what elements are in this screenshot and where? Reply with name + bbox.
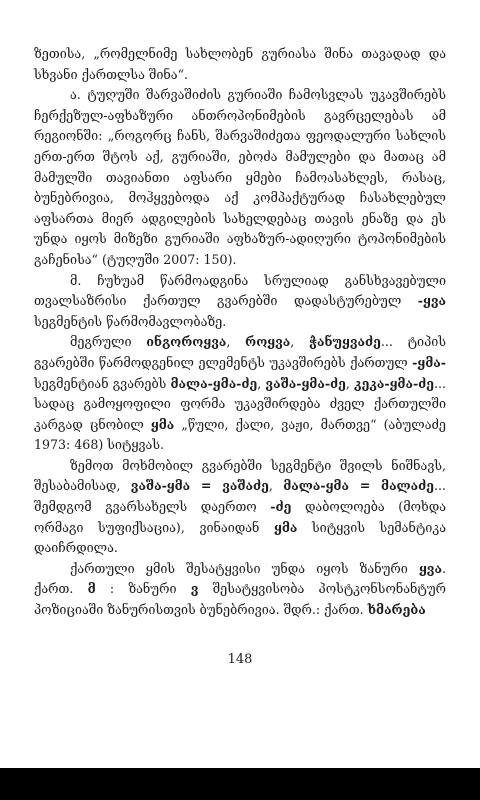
bold-term: ვაშა-ყმა-ძე bbox=[265, 375, 346, 391]
text-run: , bbox=[257, 375, 266, 391]
text-run: ა. ტუღუში შარვაშიძის გურიაში ჩამოსვლას უკავშირებს ჩერქეზულ-აფხაზური ანთროპონიმების გავრცელებას ამ რეგიონში: „როგორც ჩანს, შარვაშიძეთა ფეოდალური სახლის ერთ-ერთ შტოს აქ, გურიაში, ებოძა მამულები და მათაც ამ მამულში თავიანთი აფსარი ყმები ჩამოასახლეს, რასაც, ბუნებრივია, მოჰყვებოდა აქ კომპაქტურად ჩასახლებულ აფსართა მიერ ადგილების სახელდებაც თავის ენაზე და ეს უნდა იყოს მიზეზი გურიაში აფხაზურ-ადიღური ტოპონიმების გაჩენისა“ (ტუღუში 2007: 150). bbox=[34, 87, 446, 267]
text-run: ზეთისა, „რომელნიმე სახლობენ გურიასა შინა თავადად და სხვანი ქართლსა შინა“. bbox=[34, 46, 446, 82]
bold-term: ხმარება bbox=[367, 602, 426, 618]
paragraph bbox=[34, 332, 446, 456]
text-run: სეგმენტის წარმომავლობაზე. bbox=[34, 313, 227, 329]
text-run: „წული, ქალი, ვაჟი, მართვე“ (აბულაძე 1973: 468) სიტყვას. bbox=[34, 416, 446, 453]
paragraph bbox=[34, 271, 446, 333]
text-run: , bbox=[268, 478, 284, 494]
bold-term: -ყმა- bbox=[412, 354, 446, 370]
text-run: , bbox=[290, 334, 310, 350]
text-run: ქართული ყმის შესატყვისი უნდა იყოს ზანური bbox=[70, 560, 419, 576]
bold-term: კეკა-ყმა-ძე bbox=[354, 375, 434, 391]
bold-term: მ bbox=[87, 581, 96, 597]
text-run: სიტყვის სემანტიკა დაიჩრდილა. bbox=[34, 519, 446, 556]
bottom-bar bbox=[0, 768, 480, 800]
bold-term: როყვა bbox=[245, 334, 291, 350]
paragraph bbox=[34, 456, 446, 559]
bold-term: -ყვა bbox=[417, 293, 446, 309]
paragraph bbox=[34, 85, 446, 270]
text-run: დაბოლოება (მოხდა ორმაგი სუფიქსაცია), ვინაიდან bbox=[34, 499, 447, 535]
bold-term: მალა-ყმა = მალაძე bbox=[283, 478, 434, 494]
bold-term: ვაშა-ყმა = ვაშაძე bbox=[130, 478, 269, 494]
page-text bbox=[34, 44, 446, 621]
text-run: მეგრული bbox=[70, 334, 147, 350]
bold-term: ჭანუყვაძე bbox=[309, 334, 381, 350]
text-run: . ქართ. bbox=[34, 560, 446, 597]
text-run: : ზანური bbox=[95, 581, 191, 597]
text-run: ზემოთ მოხმობილ გვარებში სეგმენტი შვილს ნიშნავს, შესაბამისად, bbox=[34, 457, 446, 494]
text-run: სეგმენტიან გვარებს bbox=[34, 375, 171, 391]
text-run: ... შემდგომ გვარსახელს დაერთო bbox=[34, 478, 446, 515]
paragraph bbox=[34, 559, 446, 621]
text-run: , bbox=[226, 334, 246, 350]
bold-term: -ძე bbox=[270, 499, 292, 515]
text-run: მ. ჩუხუამ წარმოადგინა სრულიად განსხვავებული თვალსაზრისი ქართულ გვარებში დადასტურებულ bbox=[34, 272, 446, 309]
bold-term: ყმა bbox=[150, 416, 175, 432]
bold-term: მალა-ყმა-ძე bbox=[170, 375, 258, 391]
bold-term: ყვა bbox=[418, 560, 442, 576]
paragraph bbox=[34, 44, 446, 85]
page-number: 148 bbox=[227, 652, 253, 667]
text-run: , bbox=[345, 375, 355, 391]
text-run: ... სადაც გამოყოფილი ფორმა უკავშირდება ძველ ქართულში კარგად ცნობილ bbox=[34, 375, 447, 432]
bold-term: ვ bbox=[190, 581, 199, 597]
text-run: ... ტიპის გვარებში წარმოდგენილ ელემენტს უკავშირებს ქართულ bbox=[34, 334, 446, 370]
text-run: შესატყვისობა პოსტკონსონანტურ პოზიციაში ზანურისთვის ბუნებრივია. შდრ.: ქართ. bbox=[34, 581, 446, 618]
bold-term: ინგოროყვა bbox=[146, 334, 227, 350]
bold-term: ყმა bbox=[274, 519, 298, 535]
